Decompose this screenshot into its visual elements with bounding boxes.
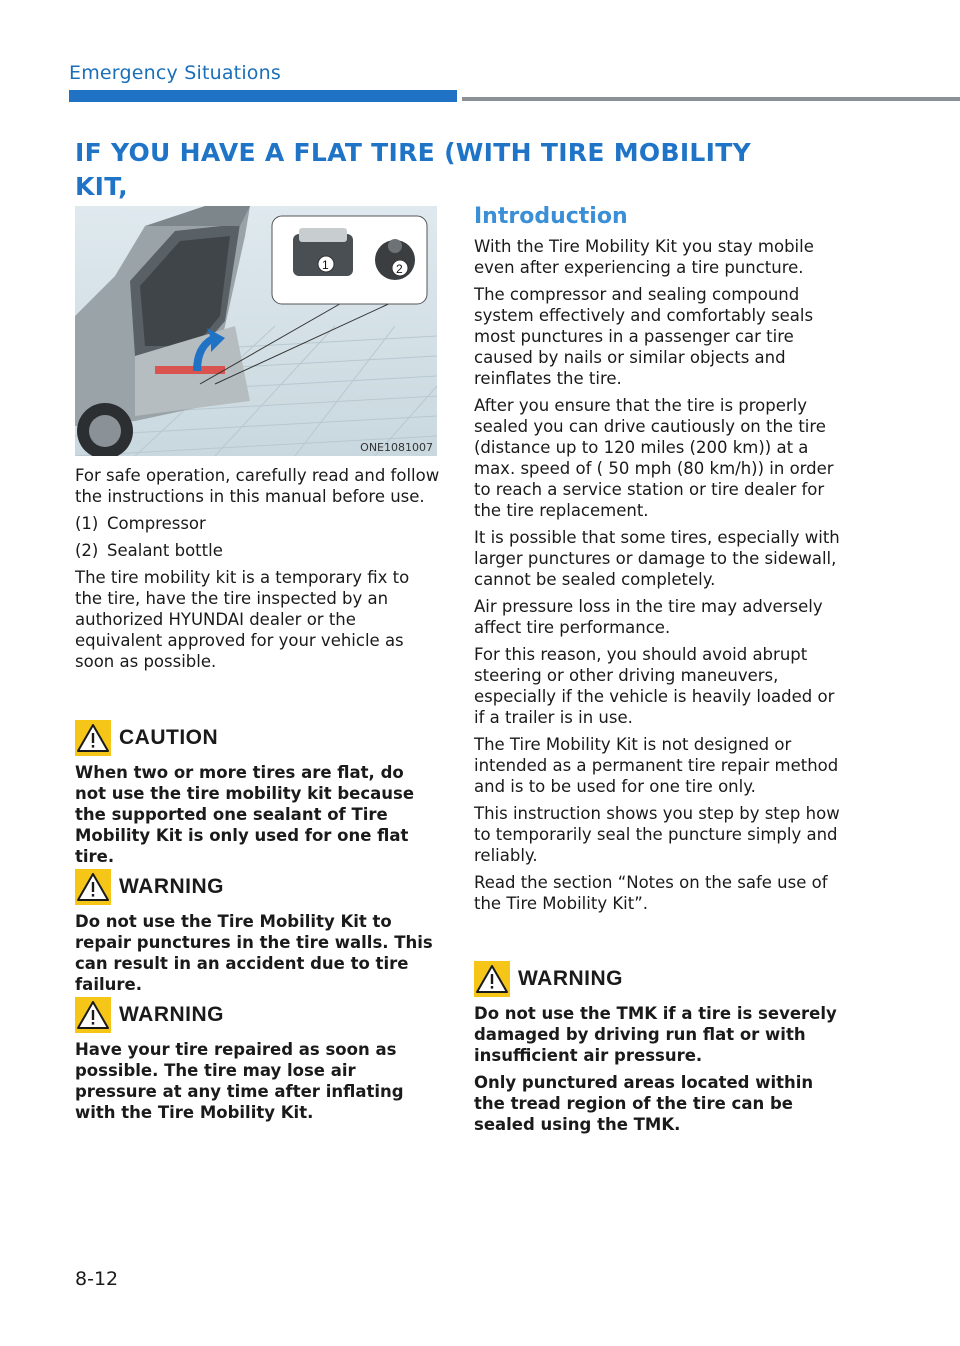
warning-body: Only punctured areas located within the tread region of the tire can be sealed using the TMK. [474,1073,814,1134]
tire-mobility-kit-illustration [75,206,437,456]
list-label: Sealant bottle [107,541,223,560]
list-label: Compressor [107,514,206,533]
car-trunk-illustration [75,206,437,456]
introduction-heading: Introduction [474,204,628,229]
header-rule-blue [69,90,457,102]
warning-triangle-icon [474,961,510,997]
warning-box-2 [75,997,437,1123]
intro-paragraph: The compressor and sealing compound system effectively and comfortably seals most punctures in a passenger car tire caused by nails or similar objects and reinflates the tire. [474,285,814,388]
intro-paragraph: Read the section “Notes on the safe use of the Tire Mobility Kit”. [474,873,828,913]
warning-body: Do not use the Tire Mobility Kit to repair punctures in the tire walls. This can result in an accident due to tire failure. [75,912,433,994]
callout-1: 1 [322,258,329,272]
intro-paragraph: The Tire Mobility Kit is not designed or intended as a permanent tire repair method and is to be used for one tire only. [474,735,839,796]
section-label: Emergency Situations [69,62,281,84]
warning-body: Have your tire repaired as soon as possible. The tire may lose air pressure at any time after inflating with the Tire Mobility Kit. [75,1040,404,1122]
page-number: 8-12 [75,1268,119,1290]
intro-paragraph: Air pressure loss in the tire may adversely affect tire performance. [474,597,823,637]
page-title-line-1: IF YOU HAVE A FLAT TIRE (WITH TIRE MOBILITY KIT, [75,138,752,201]
caution-title: CAUTION [119,726,219,749]
caution-body: When two or more tires are flat, do not use the tire mobility kit because the supported one sealant of Tire Mobility Kit is only used for one flat tire. [75,763,415,866]
list-item [75,513,440,534]
safety-intro: For safe operation, carefully read and follow the instructions in this manual before use. [75,466,440,506]
warning-title: WARNING [518,967,623,990]
intro-paragraph: This instruction shows you step by step how to temporarily seal the puncture simply and reliably. [474,804,840,865]
warning-body: Do not use the TMK if a tire is severely damaged by driving run flat or with insufficient air pressure. [474,1004,837,1065]
warning-triangle-icon [75,720,111,756]
warning-title: WARNING [119,875,224,898]
intro-paragraph: After you ensure that the tire is properly sealed you can drive cautiously on the tire (distance up to 120 miles (200 km)) at a max. speed of ( 50 mph (80 km/h)) in order to reach a service station or tire dealer for the tire replacement. [474,396,834,520]
intro-paragraph: It is possible that some tires, especially with larger punctures or damage to the sidewall, cannot be sealed completely. [474,528,840,589]
list-number: (1) [75,514,99,533]
left-column [75,465,440,678]
warning-triangle-icon [75,869,111,905]
warning-triangle-icon [75,997,111,1033]
list-number: (2) [75,541,99,560]
warning-title: WARNING [119,1003,224,1026]
header-rule-grey [462,97,960,101]
temporary-fix-note: The tire mobility kit is a temporary fix to the tire, have the tire inspected by an authorized HYUNDAI dealer or the equivalent approved for your vehicle as soon as possible. [75,568,410,671]
introduction-column [474,236,844,920]
figure-code: ONE1081007 [360,441,433,454]
warning-box-3 [474,961,844,1141]
intro-paragraph: For this reason, you should avoid abrupt steering or other driving maneuvers, especially if the vehicle is heavily loaded or if a trailer is in use. [474,645,835,727]
callout-2: 2 [396,262,403,276]
intro-paragraph: With the Tire Mobility Kit you stay mobile even after experiencing a tire puncture. [474,237,814,277]
list-item [75,540,440,561]
warning-box-1 [75,869,437,995]
caution-box [75,720,437,867]
